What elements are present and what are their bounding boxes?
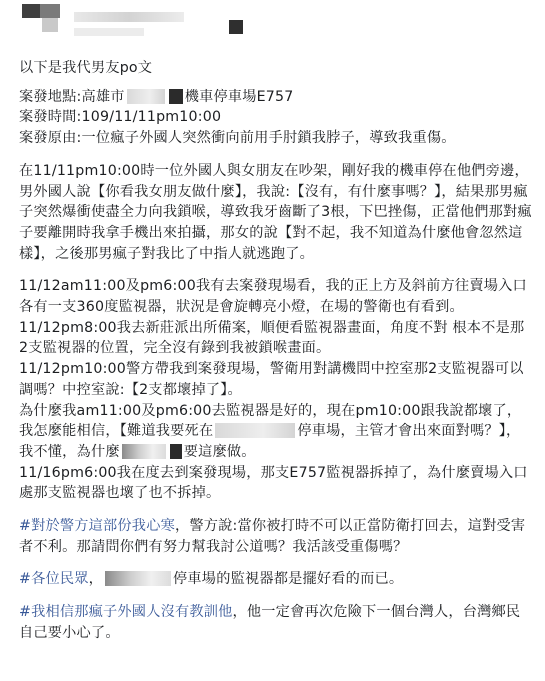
hashtag-link[interactable]: #對於警方這部份我心寒 [19,518,175,535]
hashtag-text: ，他一定會再次危險下一個台灣人，台灣鄉民 自己要小心了。 [19,604,521,641]
question-part-b: 停車場，主管才會出來面對嗎？】， 我不懂，為什麼 [19,423,521,460]
intro-line: 以下是我代男友po文 [19,60,153,76]
redacted-district [127,89,165,104]
redacted-avatar [22,4,40,18]
redacted-store-name [105,571,171,586]
question-part-a: 為什麼我am11:00及pm6:00去監視器是好的，現在pm10:00跟我說都壞了，我怎麼能相信，【難道我要死在 [19,402,522,440]
redacted-avatar-block [42,18,58,32]
paragraph-question [19,401,533,463]
redacted-avatar-block [40,4,60,18]
paragraph-control-room: 11/12pm10:00警方帶我到案發現場，警衛用對講機問中控室那2支監視器可以調嗎？中控室說:【2支都壞掉了】。 [19,361,524,398]
paragraph-removed-camera: 11/16pm6:00我在度去到案發現場，那支E757監視器拆掉了，為什麼賣場入口處那支監視器也壞了也不拆掉。 [19,464,528,502]
redacted-store-name [169,89,183,104]
redacted-author-header [14,4,254,44]
location-prefix: 案發地點:高雄市 [19,88,125,105]
hashtag-paragraph-police [19,516,533,557]
hashtag-paragraph-public [19,569,533,590]
hashtag-text: 停車場的監視器都是擺好看的而已。 [173,571,404,588]
post-body [19,58,533,644]
question-part-c: 要這麼做。 [183,443,256,460]
incident-reason: 案發原由:一位瘋子外國人突然衝向前用手肘鎖我脖子，導致我重傷。 [19,130,456,147]
incident-location [19,87,533,108]
hashtag-text: ，警方說:當你被打時不可以正當防衛打回去，這對受害者不利。那請問你們有努力幫我討公道嗎？我活該受重傷嗎？ [19,518,526,555]
hashtag-link[interactable]: #各位民眾 [19,571,89,588]
redacted-block [170,444,182,459]
redacted-store-name [122,444,166,459]
spacer: ， [88,571,104,588]
incident-time: 案發時間:109/11/11pm10:00 [19,109,222,126]
location-suffix: 機車停車場E757 [184,88,294,105]
hashtag-link[interactable]: #我相信那瘋子外國人沒有教訓他 [19,604,233,621]
redacted-author-name [74,12,184,22]
hashtag-paragraph-foreigner [19,602,533,643]
paragraph-police-report: 11/12pm8:00我去新莊派出所備案，順便看監視器畫面，角度不對 根本不是那2支監視器的位置，完全沒有錄到我被鎖喉畫面。 [19,319,525,357]
redacted-store-name [215,423,295,438]
paragraph-cctv-visit: 11/12am11:00及pm6:00我有去案發現場看，我的正上方及斜前方往賣場入口各有一支360度監視器，狀況是會旋轉亮小燈，在場的警衛也有看到。 [19,278,527,316]
paragraph-incident: 在11/11pm10:00時一位外國人與女朋友在吵架，剛好我的機車停在他們旁邊，男外國人說【你看我女朋友做什麼】，我說:【沒有，有什麼事嗎？】，結果那男瘋子突然爆衝使盡全力向我鎖喉，導致我牙齒斷了3根，下巴挫傷，正當他們那對瘋子要離開時我拿手機出來拍攝，那女的說【對不起，我不知道為什麼他會忽然這樣】，之後那男瘋子對我比了中指人就逃跑了。 [19,162,532,262]
redacted-block [229,20,243,34]
redacted-timestamp [74,28,144,36]
